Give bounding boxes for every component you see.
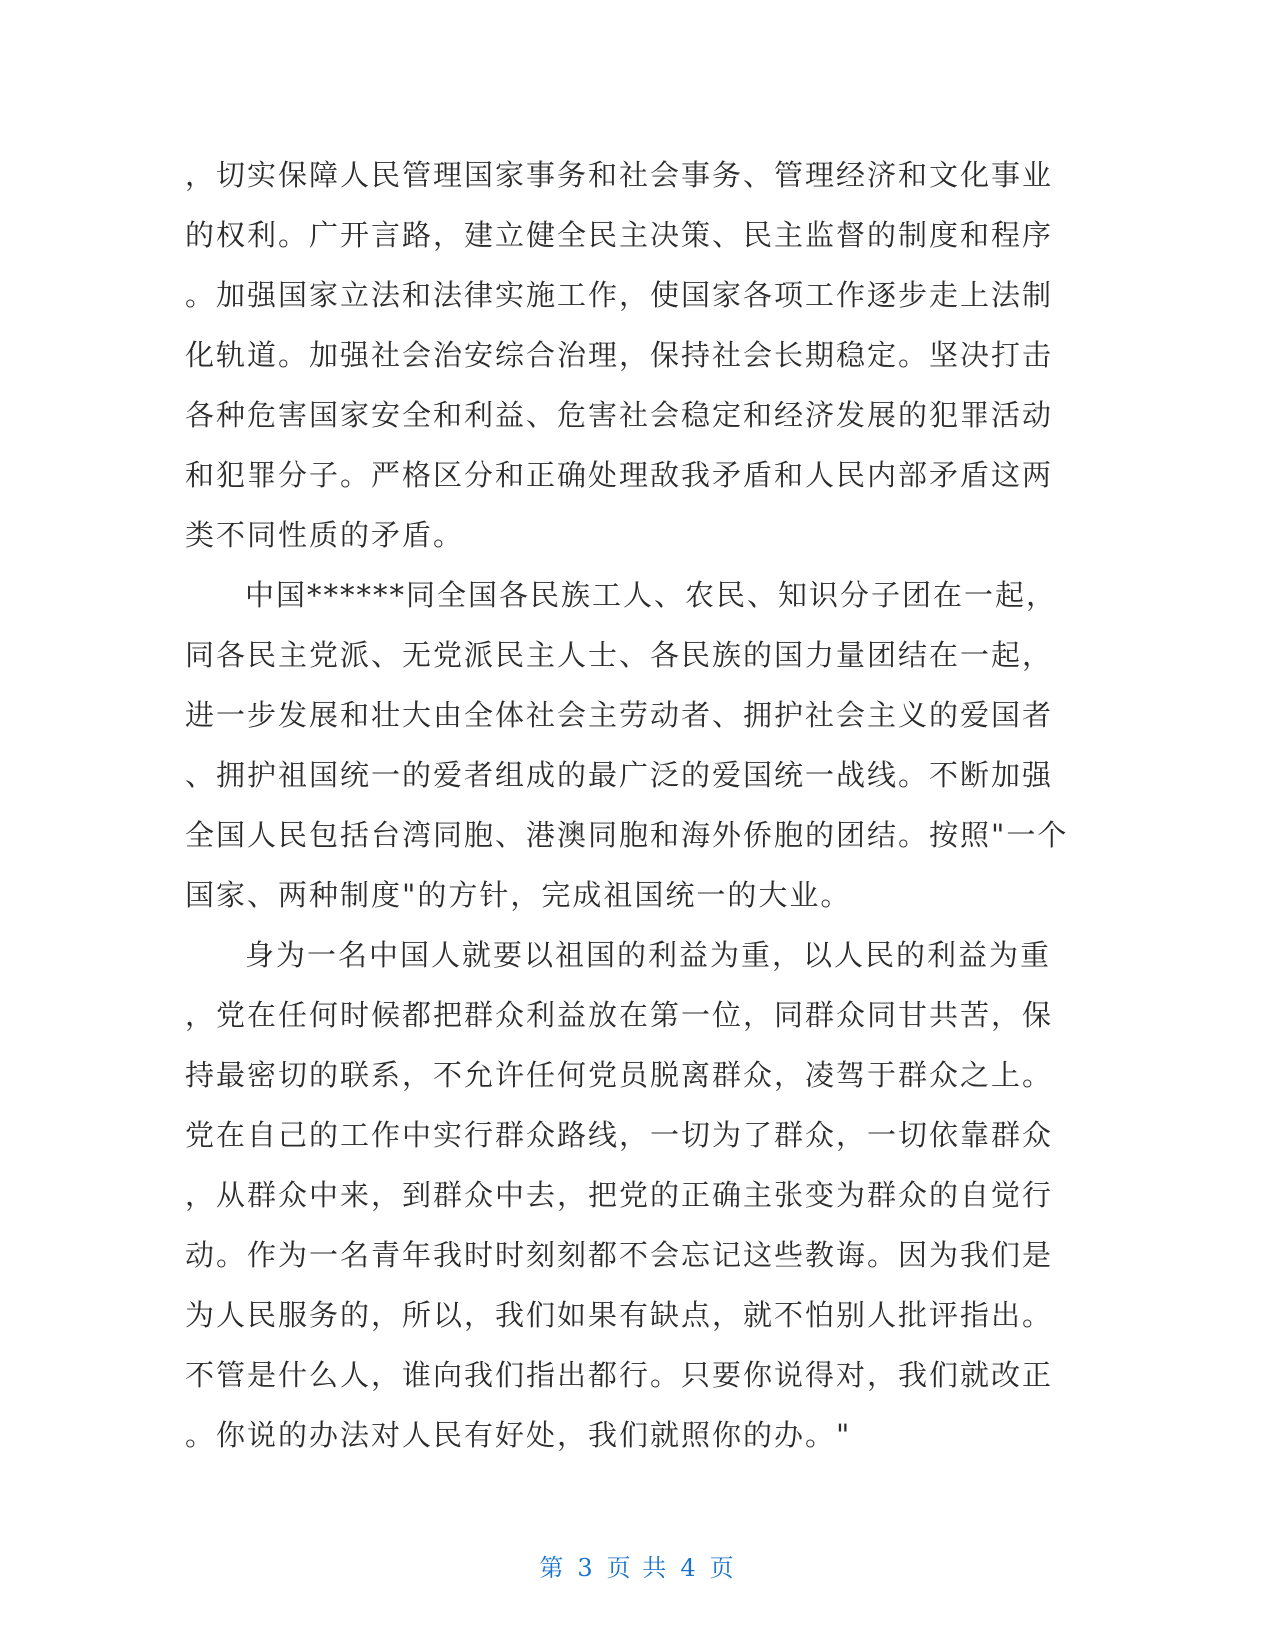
paragraph-3 xyxy=(185,925,1085,1465)
text-line: 类不同性质的矛盾。 xyxy=(185,518,465,552)
text-line: 中国******同全国各民族工人、农民、知识分子团在一起， xyxy=(245,578,1058,612)
text-line: 动。作为一名青年我时时刻刻都不会忘记这些教诲。因为我们是 xyxy=(185,1238,1054,1272)
text-line: 全国人民包括台湾同胞、港澳同胞和海外侨胞的团结。按照"一个 xyxy=(185,818,1069,852)
footer-page-number: 3 xyxy=(577,1554,595,1582)
paragraph-2 xyxy=(185,565,1085,925)
text-line: 各种危害国家安全和利益、危害社会稳定和经济发展的犯罪活动 xyxy=(185,398,1054,432)
text-line: 。你说的办法对人民有好处，我们就照你的办。" xyxy=(185,1418,852,1452)
footer-middle: 页 共 xyxy=(606,1554,669,1582)
text-line: 不管是什么人，谁向我们指出都行。只要你说得对，我们就改正 xyxy=(185,1358,1054,1392)
text-line: 身为一名中国人就要以祖国的利益为重，以人民的利益为重 xyxy=(245,938,1052,972)
footer-total-pages: 4 xyxy=(680,1554,698,1582)
text-line: ，党在任何时候都把群众利益放在第一位，同群众同甘共苦，保 xyxy=(185,998,1054,1032)
text-line: 为人民服务的，所以，我们如果有缺点，就不怕别人批评指出。 xyxy=(185,1298,1054,1332)
text-line: 同各民主党派、无党派民主人士、各民族的国力量团结在一起， xyxy=(185,638,1054,672)
text-line: 进一步发展和壮大由全体社会主劳动者、拥护社会主义的爱国者 xyxy=(185,698,1054,732)
text-line: 党在自己的工作中实行群众路线，一切为了群众，一切依靠群众 xyxy=(185,1118,1054,1152)
text-line: 。加强国家立法和法律实施工作，使国家各项工作逐步走上法制 xyxy=(185,278,1054,312)
text-line: ，从群众中来，到群众中去，把党的正确主张变为群众的自觉行 xyxy=(185,1178,1054,1212)
text-line: 和犯罪分子。严格区分和正确处理敌我矛盾和人民内部矛盾这两 xyxy=(185,458,1054,492)
text-line: ，切实保障人民管理国家事务和社会事务、管理经济和文化事业 xyxy=(185,158,1054,192)
text-line: 的权利。广开言路，建立健全民主决策、民主监督的制度和程序 xyxy=(185,218,1054,252)
text-line: 化轨道。加强社会治安综合治理，保持社会长期稳定。坚决打击 xyxy=(185,338,1054,372)
text-line: 国家、两种制度"的方针，完成祖国统一的大业。 xyxy=(185,878,852,912)
document-body xyxy=(185,145,1085,1465)
paragraph-1 xyxy=(185,145,1085,565)
text-line: 持最密切的联系，不允许任何党员脱离群众，凌驾于群众之上。 xyxy=(185,1058,1054,1092)
footer-prefix: 第 xyxy=(539,1554,566,1582)
text-line: 、拥护祖国统一的爱者组成的最广泛的爱国统一战线。不断加强 xyxy=(185,758,1054,792)
footer-suffix: 页 xyxy=(709,1554,736,1582)
page-footer xyxy=(0,1548,1275,1583)
